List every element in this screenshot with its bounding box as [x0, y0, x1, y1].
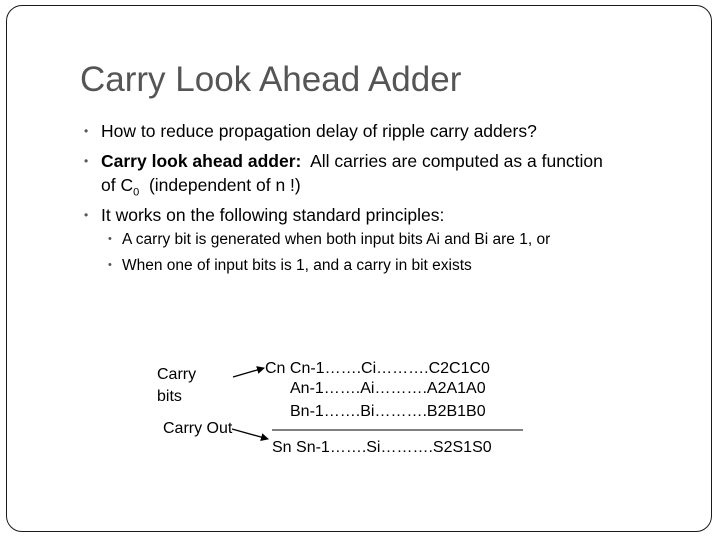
bullet-marker: • [84, 208, 89, 222]
carries-row: Cn Cn-1…….Ci……….C2C1C0 [265, 360, 490, 377]
bullet-marker: • [84, 124, 89, 138]
carry-label-line-2: bits [157, 388, 182, 405]
bullet-2-cont-post: (independent of n !) [139, 175, 301, 195]
bullet-marker: • [84, 154, 89, 168]
bullet-2-line-2 [101, 173, 301, 205]
bullet-2-bold-term: Carry look ahead adder: [101, 151, 302, 171]
sum-row: Sn Sn-1…….Si……….S2S1S0 [272, 439, 492, 456]
slide-title: Carry Look Ahead Adder [80, 60, 462, 99]
operand-a-row: An-1…….Ai……….A2A1A0 [290, 380, 486, 397]
sub-bullet-1-text: A carry bit is generated when both input bits Ai and Bi are 1, or [122, 231, 551, 248]
bullet-2-line-1 [101, 149, 603, 173]
bullet-1-text: How to reduce propagation delay of ripple carry adders? [101, 121, 537, 141]
carry-out-label: Carry Out [163, 420, 233, 437]
sub-bullet-2-text: When one of input bits is 1, and a carry in bit exists [122, 257, 472, 274]
carry-label-line-1: Carry [157, 366, 197, 383]
sub-bullet-marker: • [108, 259, 112, 271]
bullet-2-cont-sub: 0 [133, 186, 140, 199]
sub-bullet-marker: • [108, 233, 112, 245]
bullet-3-text: It works on the following standard principles: [101, 205, 445, 225]
bullet-2-cont-pre: of C [101, 175, 134, 195]
operand-b-row: Bn-1…….Bi……….B2B1B0 [290, 403, 486, 420]
bullet-2-text: All carries are computed as a function [301, 151, 603, 171]
